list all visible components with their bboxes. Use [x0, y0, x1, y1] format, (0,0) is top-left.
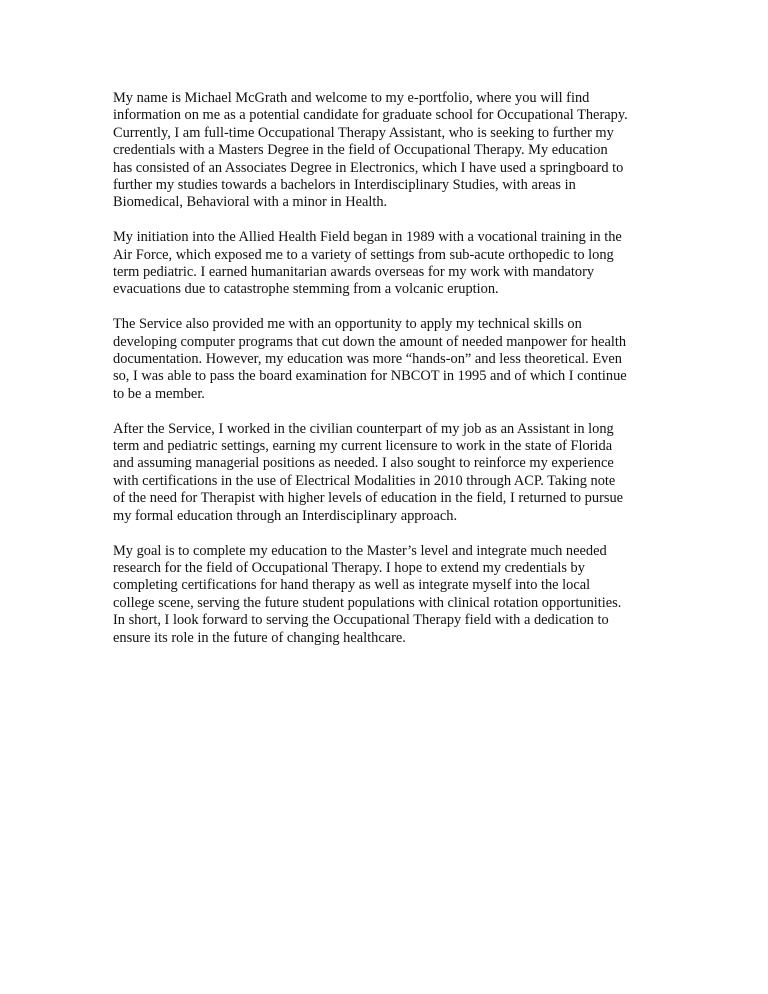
paragraph-civilian-work: After the Service, I worked in the civilian counterpart of my job as an Assistant in long term and pediatric settings, earning my current licensure to work in the state of Florida and assuming managerial positions as needed. I also sought to reinforce my experience with certifications in the use of Electrical Modalities in 2010 through ACP. Taking note of the need for Therapist with higher levels of education in the field, I returned to pursue my formal education through an Interdisciplinary approach. — [113, 420, 624, 524]
document-body — [113, 90, 658, 664]
paragraph-introduction: My name is Michael McGrath and welcome to my e-portfolio, where you will find information on me as a potential candidate for graduate school for Occupational Therapy. Currently, I am full-time Occupational Therapy Assistant, who is seeking to further my credentials with a Masters Degree in the field of Occupational Therapy. My education has consisted of an Associates Degree in Electronics, which I have used a springboard to further my studies towards a bachelors in Interdisciplinary Studies, with areas in Biomedical, Behavioral with a minor in Health. — [113, 90, 628, 211]
paragraph-service: The Service also provided me with an opportunity to apply my technical skills on developing computer programs that cut down the amount of needed manpower for health documentation. However, my education was more “hands-on” and less theoretical. Even so, I was able to pass the board examination for NBCOT in 1995 and of which I continue to be a member. — [113, 316, 627, 402]
paragraph-allied-health: My initiation into the Allied Health Field began in 1989 with a vocational training in the Air Force, which exposed me to a variety of settings from sub-acute orthopedic to long term pediatric. I earned humanitarian awards overseas for my work with mandatory evacuations due to catastrophe stemming from a volcanic eruption. — [113, 229, 622, 298]
paragraph-goals: My goal is to complete my education to the Master’s level and integrate much needed research for the field of Occupational Therapy. I hope to extend my credentials by completing certifications for hand therapy as well as integrate myself into the local college scene, serving the future student populations with clinical rotation opportunities. In short, I look forward to serving the Occupational Therapy field with a dedication to ensure its role in the future of changing healthcare. — [113, 542, 622, 646]
